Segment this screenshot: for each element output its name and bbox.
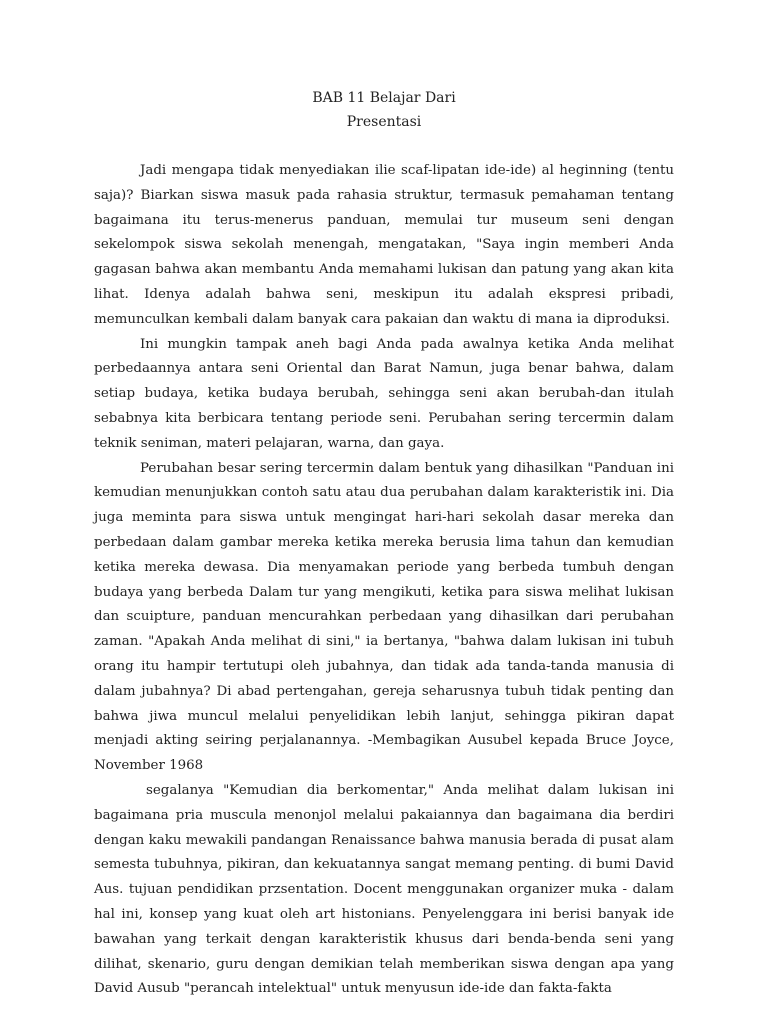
chapter-title-line-1: BAB 11 Belajar Dari: [312, 90, 456, 106]
document-body: [94, 159, 674, 1002]
paragraph-1: Jadi mengapa tidak menyediakan ilie scaf-lipatan ide-ide) al heginning (tentu saja)? Biarkan siswa masuk pada rahasia struktur, termasuk pemahaman tentang bagaimana itu terus-menerus panduan, memulai tur museum seni dengan sekelompok siswa sekolah menengah, mengatakan, "Saya ingin memberi Anda gagasan bahwa akan membantu Anda memahami lukisan dan patung yang akan kita lihat. Idenya adalah bahwa seni, meskipun itu adalah ekspresi pribadi, memunculkan kembali dalam banyak cara pakaian dan waktu di mana ia diproduksi.: [94, 163, 674, 327]
paragraph-2: Ini mungkin tampak aneh bagi Anda pada awalnya ketika Anda melihat perbedaannya antara seni Oriental dan Barat Namun, juga benar bahwa, dalam setiap budaya, ketika budaya berubah, sehingga seni akan berubah-dan itulah sebabnya kita berbicara tentang periode seni. Perubahan sering tercermin dalam teknik seniman, materi pelajaran, warna, dan gaya.: [94, 336, 674, 451]
chapter-title-line-2: Presentasi: [346, 114, 422, 130]
paragraph-4: segalanya "Kemudian dia berkomentar," Anda melihat dalam lukisan ini bagaimana pria muscula menonjol melalui pakaiannya dan bagaimana dia berdiri dengan kaku mewakili pandangan Renaissance bahwa manusia berada di pusat alam semesta tubuhnya, pikiran, dan kekuatannya sangat memang penting. di bumi David Aus. tujuan pendidikan przsentation. Docent menggunakan organizer muka - dalam hal ini, konsep yang kuat oleh art histonians. Penyelenggara ini berisi banyak ide bawahan yang terkait dengan karakteristik khusus dari benda-benda seni yang dilihat, skenario, guru dengan demikian telah memberikan siswa dengan apa yang David Ausub "perancah intelektual" untuk menyusun ide-ide dan fakta-fakta: [94, 782, 674, 997]
chapter-title: [0, 86, 768, 134]
paragraph-3: Perubahan besar sering tercermin dalam bentuk yang dihasilkan "Panduan ini kemudian menunjukkan contoh satu atau dua perubahan dalam karakteristik ini. Dia juga meminta para siswa untuk mengingat hari-hari sekolah dasar mereka dan perbedaan dalam gambar mereka ketika mereka berusia lima tahun dan kemudian ketika mereka dewasa. Dia menyamakan periode yang berbeda tumbuh dengan budaya yang berbeda Dalam tur yang mengikuti, ketika para siswa melihat lukisan dan scuipture, panduan mencurahkan perbedaan yang dihasilkan dari perubahan zaman. "Apakah Anda melihat di sini," ia bertanya, "bahwa dalam lukisan ini tubuh orang itu hampir tertutupi oleh jubahnya, dan tidak ada tanda-tanda manusia di dalam jubahnya? Di abad pertengahan, gereja seharusnya tubuh tidak penting dan bahwa jiwa muncul melalui penyelidikan lebih lanjut, sehingga pikiran dapat menjadi akting seiring perjalanannya. -Membagikan Ausubel kepada Bruce Joyce, November 1968: [94, 460, 674, 774]
